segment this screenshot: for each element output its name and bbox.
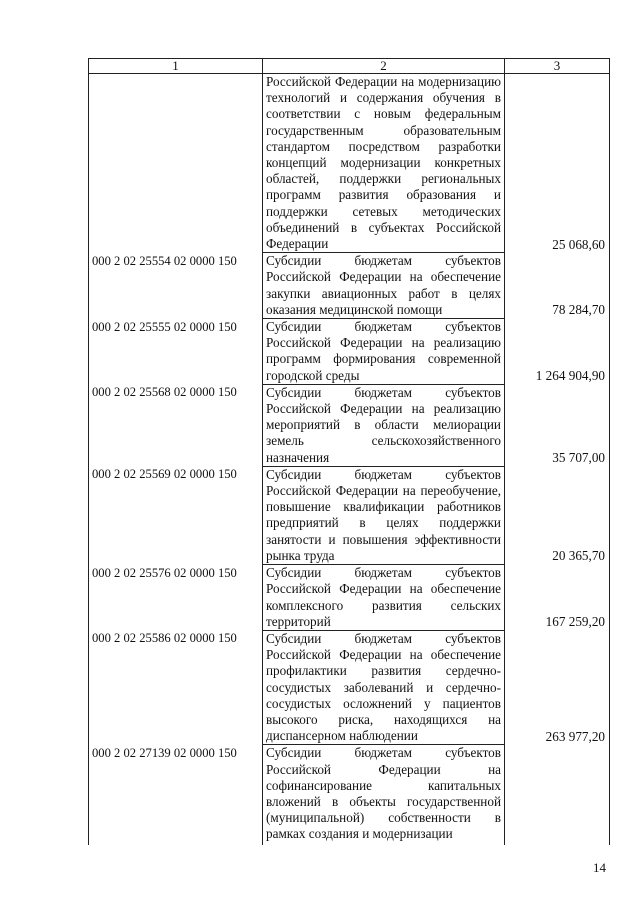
table-row (89, 466, 610, 564)
row-code (89, 74, 263, 253)
table-row (89, 253, 610, 319)
row-code: 000 2 02 25586 02 0000 150 (89, 630, 263, 744)
column-header-code: 1 (89, 59, 263, 74)
spacer-cell (505, 843, 610, 845)
row-name: Субсидии бюджетам субъектов Российской Федерации на реализацию программ формирования современной городской среды (263, 319, 505, 385)
row-name: Субсидии бюджетам субъектов Российской Федерации на обеспечение комплексного развития сельских территорий (263, 565, 505, 631)
row-code: 000 2 02 25554 02 0000 150 (89, 253, 263, 319)
continuation-row (89, 74, 610, 253)
row-amount (505, 745, 610, 843)
row-amount: 25 068,60 (505, 74, 610, 253)
table-bottom-spacer (89, 843, 610, 845)
table-row (89, 630, 610, 744)
table-row (89, 319, 610, 385)
row-code: 000 2 02 25569 02 0000 150 (89, 466, 263, 564)
spacer-cell (263, 843, 505, 845)
row-name: Субсидии бюджетам субъектов Российской Федерации на обеспечение профилактики развития сердечно-сосудистых заболеваний и сердечно-сосудистых осложнений у пациентов высокого риска, находящихся на диспансерном наблюдении (263, 630, 505, 744)
column-number-header-row (89, 59, 610, 74)
row-amount: 1 264 904,90 (505, 319, 610, 385)
page-number: 14 (593, 860, 606, 875)
column-header-name: 2 (263, 59, 505, 74)
row-code: 000 2 02 25576 02 0000 150 (89, 565, 263, 631)
table-row (89, 745, 610, 843)
budget-revenue-table (88, 58, 610, 845)
column-header-amount: 3 (505, 59, 610, 74)
row-name: Субсидии бюджетам субъектов Российской Федерации на софинансирование капитальных вложений в объекты государственной (муниципальной) собственности в рамках создания и модернизации (263, 745, 505, 843)
row-amount: 35 707,00 (505, 384, 610, 466)
row-amount: 263 977,20 (505, 630, 610, 744)
row-amount: 20 365,70 (505, 466, 610, 564)
row-name: Российской Федерации на модернизацию технологий и содержания обучения в соответствии с новым федеральным государственным образовательным стандартом посредством разработки концепций модернизации конкретных областей, поддержки региональных программ развития образования и поддержки сетевых методических объединений в субъектах Российской Федерации (263, 74, 505, 253)
row-name: Субсидии бюджетам субъектов Российской Федерации на реализацию мероприятий в области мелиорации земель сельскохозяйственного назначения (263, 384, 505, 466)
row-code: 000 2 02 25568 02 0000 150 (89, 384, 263, 466)
row-amount: 167 259,20 (505, 565, 610, 631)
row-name: Субсидии бюджетам субъектов Российской Федерации на обеспечение закупки авиационных работ в целях оказания медицинской помощи (263, 253, 505, 319)
row-amount: 78 284,70 (505, 253, 610, 319)
row-code: 000 2 02 27139 02 0000 150 (89, 745, 263, 843)
row-code: 000 2 02 25555 02 0000 150 (89, 319, 263, 385)
table-row (89, 384, 610, 466)
table-row (89, 565, 610, 631)
spacer-cell (89, 843, 263, 845)
row-name: Субсидии бюджетам субъектов Российской Федерации на переобучение, повышение квалификации работников предприятий в целях поддержки занятости и повышения эффективности рынка труда (263, 466, 505, 564)
